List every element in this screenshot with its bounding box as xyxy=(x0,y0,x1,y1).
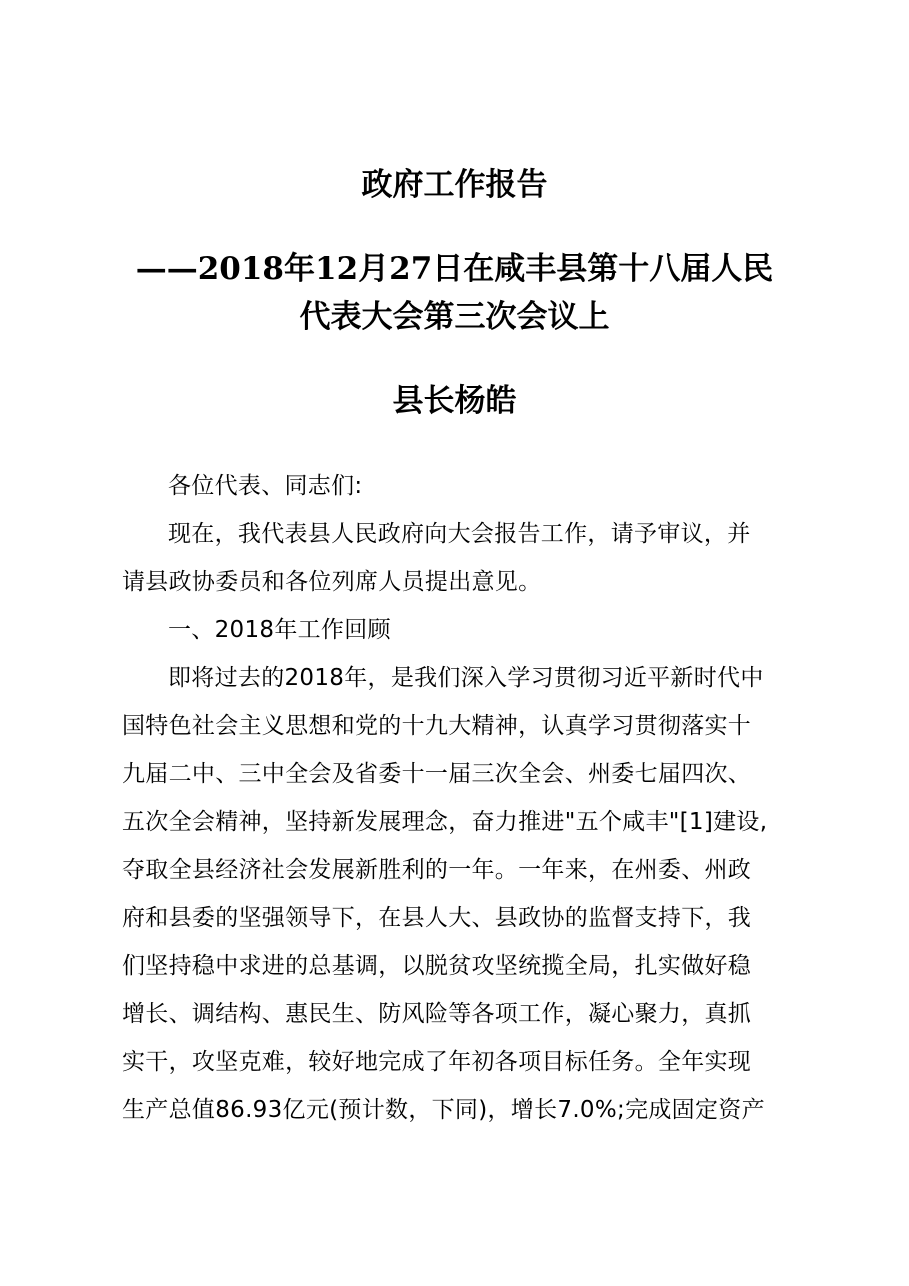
paragraph-line: 夺取全县经济社会发展新胜利的一年。一年来，在州委、州政 xyxy=(122,857,752,883)
section-heading: 一、2018年工作回顾 xyxy=(168,617,391,643)
document-speaker: 县长杨皓 xyxy=(392,383,517,419)
paragraph-line: 国特色社会主义思想和党的十九大精神，认真学习贯彻落实十 xyxy=(122,713,752,739)
paragraph-line: 生产总值86.93亿元(预计数，下同)，增长7.0%;完成固定资产 xyxy=(122,1097,765,1123)
paragraph-line: 五次全会精神，坚持新发展理念，奋力推进"五个咸丰"[1]建设, xyxy=(122,809,768,835)
paragraph-line: 们坚持稳中求进的总基调，以脱贫攻坚统揽全局，扎实做好稳 xyxy=(122,953,752,979)
document-subtitle-line-1: ——2018年12月27日在咸丰县第十八届人民 xyxy=(135,251,774,287)
document-title: 政府工作报告 xyxy=(361,167,548,203)
paragraph-line: 实干，攻坚克难，较好地完成了年初各项目标任务。全年实现 xyxy=(122,1049,752,1075)
paragraph-line: 即将过去的2018年，是我们深入学习贯彻习近平新时代中 xyxy=(168,665,764,691)
paragraph-line: 现在，我代表县人民政府向大会报告工作，请予审议，并 xyxy=(168,521,751,547)
paragraph-line: 府和县委的坚强领导下，在县人大、县政协的监督支持下，我 xyxy=(122,905,752,931)
paragraph-line: 增长、调结构、惠民生、防风险等各项工作，凝心聚力，真抓 xyxy=(122,1001,752,1027)
document-subtitle-line-2: 代表大会第三次会议上 xyxy=(299,299,610,335)
paragraph-line: 九届二中、三中全会及省委十一届三次全会、州委七届四次、 xyxy=(122,761,752,787)
salutation: 各位代表、同志们: xyxy=(168,473,363,499)
document-body xyxy=(122,462,802,1134)
paragraph-line: 请县政协委员和各位列席人员提出意见。 xyxy=(122,569,542,595)
